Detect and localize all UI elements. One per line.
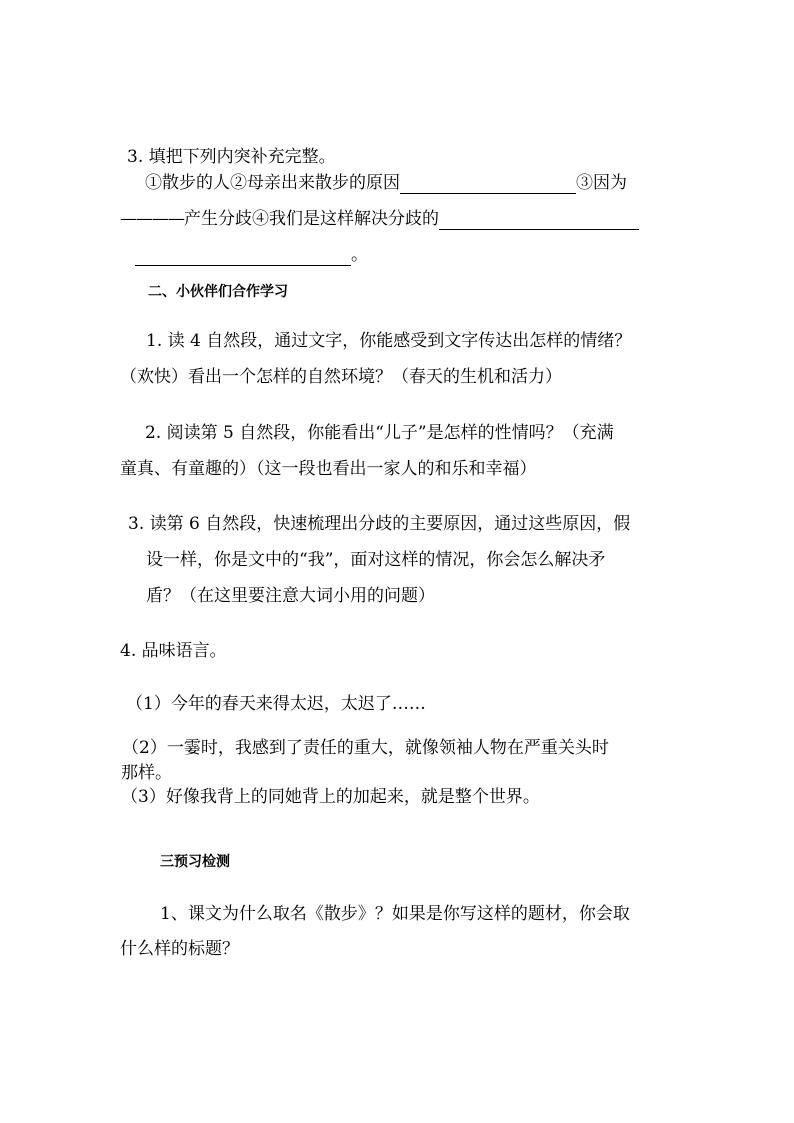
answer-blank-2[interactable] <box>439 211 639 230</box>
s2-q3-line-3: 盾？（在这里要注意大词小用的问题） <box>146 586 435 606</box>
answer-blank-3[interactable] <box>135 247 351 266</box>
section-2-title: 二、小伙伴们合作学习 <box>148 284 288 300</box>
fill-in-line-3-end: 。 <box>351 245 368 265</box>
fill-in-line-1-suffix: ③因为 <box>576 173 627 193</box>
s3-q1-line-1: 1、课文为什么取名《散步》？如果是你写这样的题材，你会取 <box>160 904 630 924</box>
answer-blank-1[interactable] <box>400 175 576 194</box>
fill-in-line-2 <box>120 208 639 230</box>
s3-q1-line-2: 什么样的标题？ <box>120 939 239 959</box>
fill-in-line-1-text: ①散步的人②母亲出来散步的原因 <box>145 173 400 193</box>
s2-q4-title: 4. 品味语言。 <box>120 641 227 661</box>
s2-q1-line-1: 1. 读 4 自然段，通过文字，你能感受到文字传达出怎样的情绪？ <box>146 331 632 351</box>
s2-q4-item-1: （1）今年的春天来得太迟，太迟了…… <box>126 694 426 714</box>
dash-blank: ———— <box>120 209 184 229</box>
s2-q2-line-2: 童真、有童趣的）（这一段也看出一家人的和乐和幸福） <box>120 459 537 479</box>
s2-q3-line-2: 设一样，你是文中的“我”，面对这样的情况，你会怎么解决矛 <box>146 550 606 570</box>
s2-q4-item-2-line-1: （2）一霎时，我感到了责任的重大，就像领袖人物在严重关头时 <box>122 738 609 758</box>
s2-q3-line-1: 3. 读第 6 自然段，快速梳理出分歧的主要原因，通过这些原因，假 <box>128 514 631 534</box>
fill-in-line-1 <box>145 172 627 194</box>
s2-q1-line-2: （欢快）看出一个怎样的自然环境？（春天的生机和活力） <box>120 367 562 387</box>
s2-q4-item-3: （3）好像我背上的同她背上的加起来，就是整个世界。 <box>121 787 540 807</box>
s2-q2-line-1: 2. 阅读第 5 自然段，你能看出“儿子”是怎样的性情吗？（充满 <box>145 423 614 443</box>
section-3-title: 三预习检测 <box>160 854 230 870</box>
s2-q4-item-2-line-2: 那样。 <box>121 763 172 783</box>
fill-in-line-3 <box>135 244 368 266</box>
fill-in-line-2-text: 产生分歧④我们是这样解决分歧的 <box>184 209 439 229</box>
fill-in-heading: 3. 填把下列内突补充完整。 <box>127 147 336 167</box>
